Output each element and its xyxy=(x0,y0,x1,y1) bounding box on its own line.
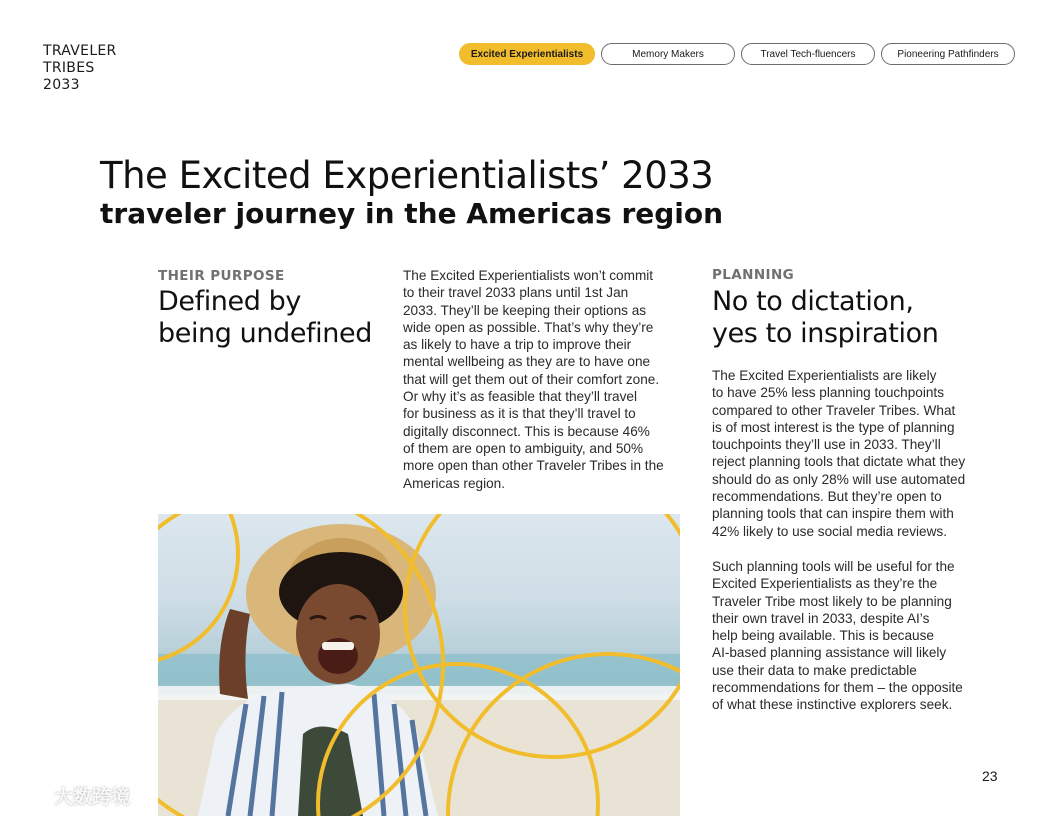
body-line: Americas region. xyxy=(403,475,505,491)
tab-travel-tech-fluencers[interactable]: Travel Tech-fluencers xyxy=(741,43,875,65)
body-line: help being available. This is because xyxy=(712,628,934,644)
body-line: Traveler Tribe most likely to be planning xyxy=(712,593,952,609)
tab-pioneering-pathfinders[interactable]: Pioneering Pathfinders xyxy=(881,43,1015,65)
body-line: Such planning tools will be useful for the xyxy=(712,559,955,574)
tab-memory-makers[interactable]: Memory Makers xyxy=(601,43,735,65)
body-line: is of most interest is the type of planning xyxy=(712,419,955,435)
body-line: should do as only 28% will use automated xyxy=(712,471,966,487)
body-line: Excited Experientialists as they’re the xyxy=(712,576,938,592)
planning-heading-line: No to dictation, xyxy=(712,286,914,317)
body-line: their own travel in 2033, despite AI’s xyxy=(712,610,930,626)
body-line: planning tools that can inspire them with xyxy=(712,506,954,522)
body-line: AI-based planning assistance will likely xyxy=(712,645,947,661)
body-line: that will get them out of their comfort zone. xyxy=(403,371,660,387)
watermark xyxy=(8,782,130,809)
purpose-eyebrow: THEIR PURPOSE xyxy=(158,268,285,284)
brand-line: TRIBES xyxy=(43,60,95,76)
body-line: of them are open to ambiguity, and 50% xyxy=(403,440,644,456)
planning-heading xyxy=(712,286,938,350)
body-line: The Excited Experientialists won’t commit xyxy=(403,268,654,283)
page-title: The Excited Experientialists’ 2033 xyxy=(100,154,714,197)
brand-line: 2033 xyxy=(43,77,80,93)
body-line: as likely to have a trip to improve their xyxy=(403,337,632,353)
body-line: recommendations for them – the opposite xyxy=(712,680,963,696)
body-line: use their data to make predictable xyxy=(712,662,917,678)
tab-excited-experientialists[interactable]: Excited Experientialists xyxy=(459,43,595,65)
teeth xyxy=(322,642,354,650)
brand-mark xyxy=(43,43,117,94)
tribe-tabs xyxy=(459,43,1015,65)
body-line: reject planning tools that dictate what they xyxy=(712,454,966,470)
purpose-body xyxy=(403,267,664,492)
planning-paragraph-1 xyxy=(712,367,965,540)
purpose-heading-line: Defined by xyxy=(158,286,301,317)
body-line: for business as it is that they’ll travel to xyxy=(403,406,636,422)
body-line: 42% likely to use social media reviews. xyxy=(712,523,947,539)
page-subtitle: traveler journey in the Americas region xyxy=(100,197,724,230)
watermark-text: 大数跨境 xyxy=(54,786,131,808)
body-line: wide open as possible. That’s why they’re xyxy=(403,319,654,335)
body-line: compared to other Traveler Tribes. What xyxy=(712,402,956,418)
planning-paragraph-2 xyxy=(712,558,963,714)
page-number: 23 xyxy=(982,768,998,784)
body-line: 2033. They’ll be keeping their options as xyxy=(403,302,647,318)
raised-arm xyxy=(219,609,250,699)
body-line: to their travel 2033 plans until 1st Jan xyxy=(403,285,629,301)
body-line: Or why it’s as feasible that they’ll travel xyxy=(403,389,637,405)
body-line: of what these instinctive explorers seek. xyxy=(712,697,953,713)
purpose-heading-line: being undefined xyxy=(158,318,372,349)
body-line: recommendations. But they’re open to xyxy=(712,489,942,505)
body-line: digitally disconnect. This is because 46% xyxy=(403,423,650,439)
watermark-logo-icon xyxy=(8,784,50,808)
hero-photo xyxy=(158,514,680,816)
body-line: more open than other Traveler Tribes in the xyxy=(403,458,664,474)
body-line: The Excited Experientialists are likely xyxy=(712,368,937,383)
body-line: to have 25% less planning touchpoints xyxy=(712,385,945,401)
planning-heading-line: yes to inspiration xyxy=(712,318,939,349)
purpose-heading xyxy=(158,286,372,350)
planning-eyebrow: PLANNING xyxy=(712,267,795,283)
brand-line: TRAVELER xyxy=(43,43,117,59)
hero-photo-illustration xyxy=(158,514,680,816)
body-line: touchpoints they’ll use in 2033. They’ll xyxy=(712,437,941,453)
body-line: mental wellbeing as they are to have one xyxy=(403,354,651,370)
